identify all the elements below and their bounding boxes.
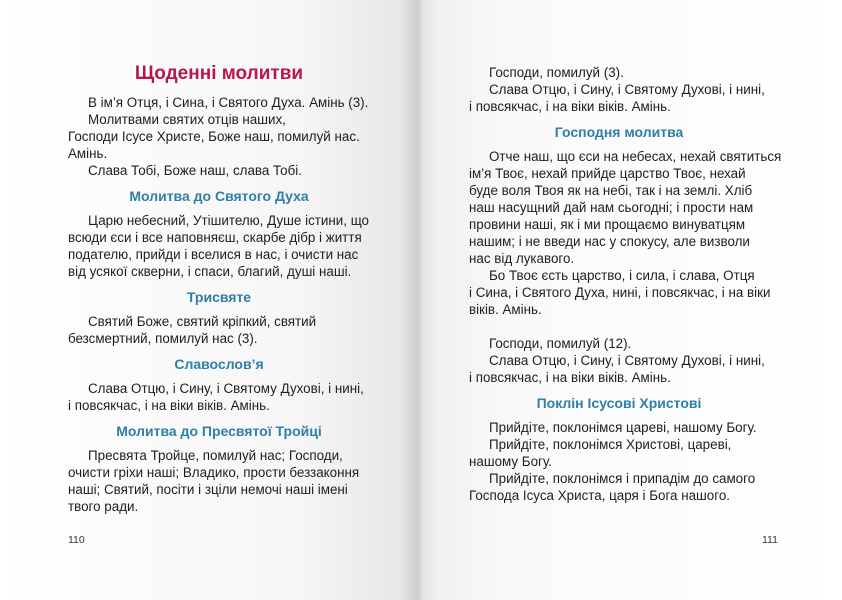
prayer-line: і Сина, і Святого Духа, нині, і повсякчас, і на віки: [469, 285, 771, 300]
prayer-line: нашим; і не введи нас у спокусу, але визволи: [469, 234, 750, 249]
prayer-line: всюди єси і все наповняєш, скарбе дібр і життя: [68, 230, 362, 245]
prayer-line: подателю, прийди і вселися в нас, і очисти нас: [68, 247, 359, 262]
prayer-line: нашому Богу.: [469, 454, 552, 469]
page-number: 110: [68, 534, 85, 546]
prayer-line: Царю небесний, Утішителю, Душе істини, що: [88, 213, 370, 228]
prayer-line: ім’я Твоє, нехай прийде царство Твоє, нехай: [469, 166, 746, 181]
section-heading-doxology: Славослов’я: [174, 356, 264, 372]
prayer-line: Святий Боже, святий кріпкий, святий: [88, 314, 317, 329]
section-heading-trinity: Молитва до Пресвятої Тройці: [116, 423, 322, 439]
prayer-line: і повсякчас, і на віки віків. Амінь.: [469, 99, 671, 114]
section-heading-holy-spirit: Молитва до Святого Духа: [129, 188, 309, 204]
prayer-line: віків. Амінь.: [469, 302, 542, 317]
prayer-line: нас від лукавого.: [469, 251, 575, 266]
prayer-line: Господи, помилуй (12).: [489, 336, 632, 351]
prayer-line: і повсякчас, і на віки віків. Амінь.: [469, 370, 671, 385]
prayer-line: Отче наш, що єси на небесах, нехай святиться: [489, 149, 782, 164]
prayer-line: В ім’я Отця, і Сина, і Святого Духа. Амінь (3).: [88, 95, 369, 110]
prayer-line: Амінь.: [68, 146, 108, 161]
section-heading-adoration: Поклін Ісусові Христові: [536, 395, 702, 411]
prayer-line: наші; Святий, посіти і зціли немочі наші імені: [68, 482, 348, 497]
prayer-line: Прийдіте, поклонімся цареві, нашому Богу.: [489, 420, 757, 435]
prayer-line: Слава Отцю, і Сину, і Святому Духові, і нині,: [489, 82, 765, 97]
prayer-line: Прийдіте, поклонімся і припадім до самого: [489, 471, 756, 486]
prayer-line: безсмертний, помилуй нас (3).: [68, 331, 258, 346]
prayer-line: буде воля Твоя як на небі, так і на землі. Хліб: [469, 183, 753, 198]
right-page-text: [469, 64, 782, 504]
prayer-line: провини наші, як і ми прощаємо винуватцям: [469, 217, 746, 232]
prayer-line: Пресвята Тройце, помилуй нас; Господи,: [88, 448, 343, 463]
page-number: 111: [762, 534, 778, 546]
section-heading-lords-prayer: Господня молитва: [554, 124, 684, 140]
prayer-line: Слава Отцю, і Сину, і Святому Духові, і нині,: [88, 381, 364, 396]
left-page-text: [68, 60, 370, 515]
prayer-line: твого ради.: [68, 499, 139, 514]
prayer-line: Господи Ісусе Христе, Боже наш, помилуй нас.: [68, 129, 360, 144]
section-heading-trisagion: Трисвяте: [186, 289, 252, 305]
right-page: [421, 0, 842, 600]
prayer-line: Бо Твоє єсть царство, і сила, і слава, Отця: [489, 268, 755, 283]
prayer-line: наш насущний дай нам сьогодні; і прости нам: [469, 200, 754, 215]
page-title: Щоденні молитви: [134, 63, 304, 84]
paragraph-gap: [469, 318, 769, 335]
prayer-line: Господа Ісуса Христа, царя і Бога нашого.: [469, 488, 730, 503]
prayer-line: Прийдіте, поклонімся Христові, цареві,: [489, 437, 732, 452]
prayer-line: Господи, помилуй (3).: [489, 65, 624, 80]
prayer-line: очисти гріхи наші; Владико, прости беззаконня: [68, 465, 360, 480]
prayer-line: Слава Отцю, і Сину, і Святому Духові, і нині,: [489, 353, 765, 368]
prayer-line: Слава Тобі, Боже наш, слава Тобі.: [88, 163, 302, 178]
prayer-line: і повсякчас, і на віки віків. Амінь.: [68, 398, 270, 413]
prayer-line: від усякої скверни, і спаси, благий, душі наші.: [68, 264, 352, 279]
prayer-line: Молитвами святих отців наших,: [88, 112, 286, 127]
